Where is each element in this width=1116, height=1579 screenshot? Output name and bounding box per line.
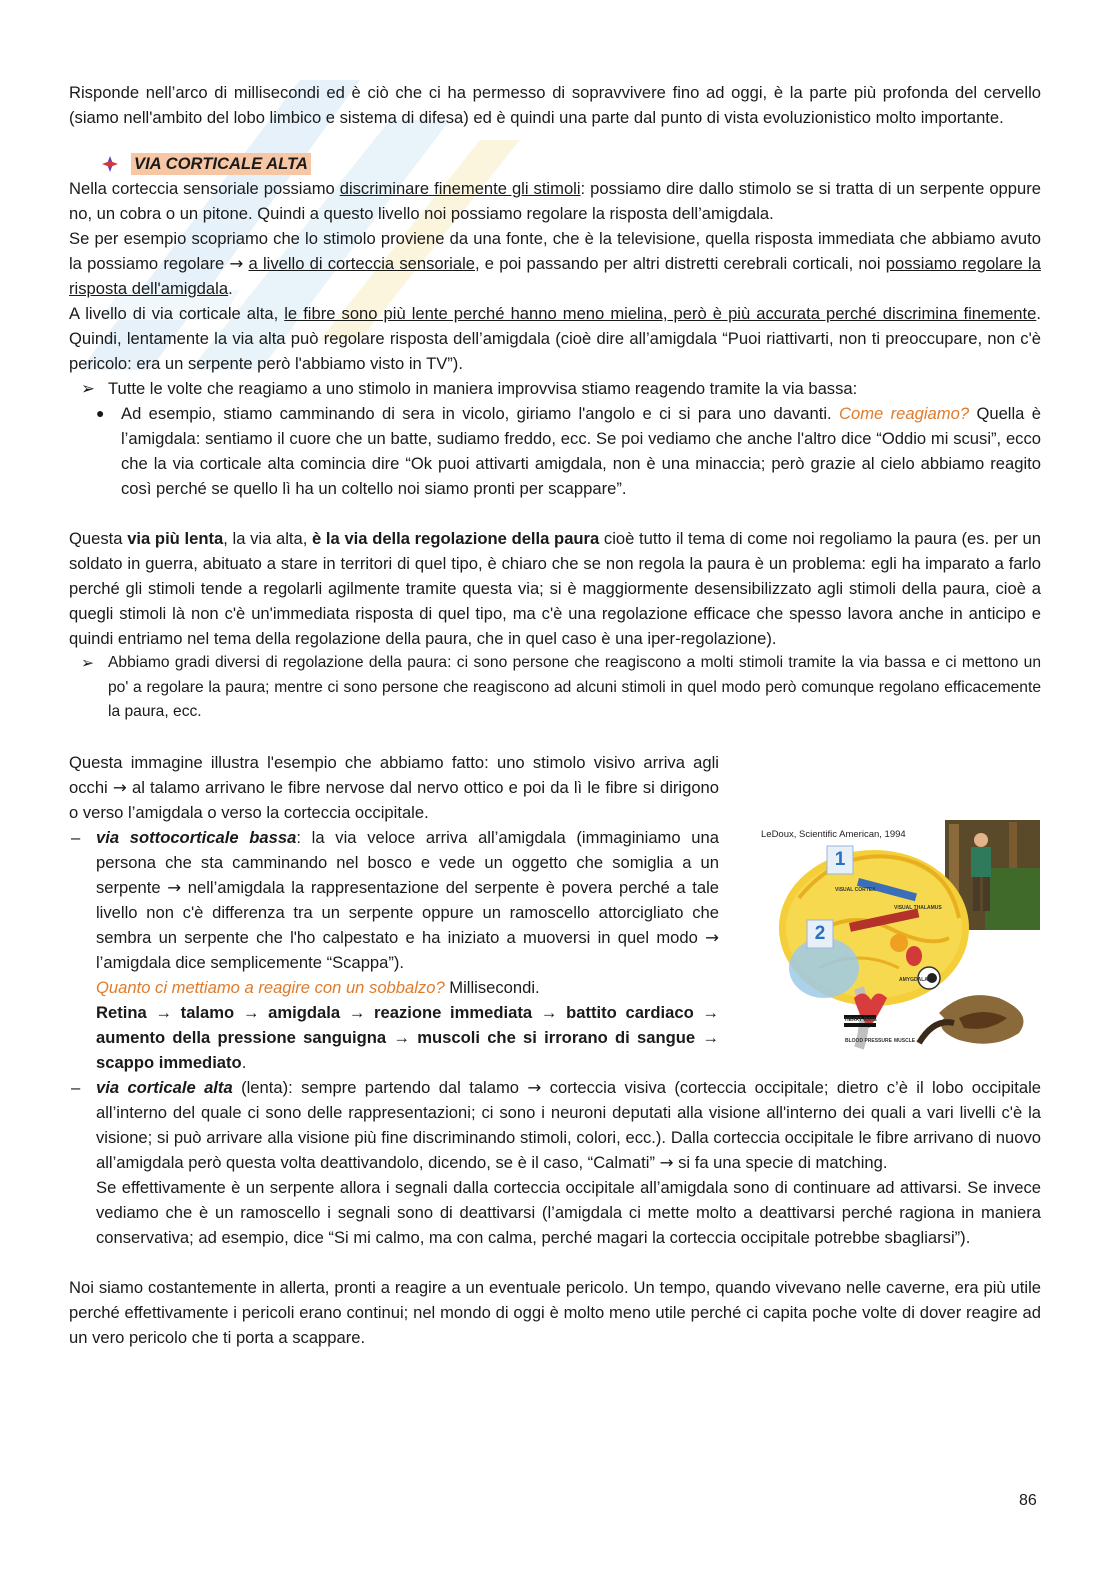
fear-regulation-paragraph: Questa via più lenta, la via alta, è la via della regolazione della paura cioè tutto il tema di come noi regoliamo la paura (es. per un soldato in guerra, abituato a stare in territori di quel tipo, è chiaro che se non regola la paura è un problema: egli ha imparato a farlo perché gli stimoli tende a regolarli agilmente tramite questa via; si è maggiormente desensibilizzato agli stimoli della paura, cioè a quegli stimoli là non c'è un'immediata risposta di quel tipo, ma c'è una regolazione efficace che spesso lavora anche in anticipo e quindi entriamo nel tema della regolazione della paura, che in quel caso è una iper-regolazione). (69, 529, 1041, 648)
page-content (69, 80, 1041, 1350)
person-head (974, 833, 988, 847)
example-intro-paragraph: Questa immagine illustra l'esempio che abbiamo fatto: uno stimolo visivo arriva agli occhi → al talamo arrivano le fibre nervose dal nervo ottico e poi da lì le fibre si dirigono o verso l’amigdala o verso la corteccia occipitale. (69, 752, 720, 822)
label-amygdala: AMYGDALA (899, 977, 928, 983)
intro-paragraph: Risponde nell’arco di millisecondi ed è ciò che ci ha permesso di sopravvivere fino ad oggi, è la parte più profonda del cervello (siamo nell'ambito del lobo limbico e sistema di difesa) ed è quindi una parte dal punto di vista evoluzionistico molto importante. (69, 83, 1041, 127)
high-route-paragraph: Se effettivamente è un serpente allora i segnali dalla corteccia occipitale all’amigdala sono di continuare ad attivarsi. Se invece vediamo che è un ramoscello i segnali sono di deattivarsi (l’amigdala ci mette molto a deattivarsi perché ragiona in maniera conservativa; ad esempio, dice “Si mi calmo, ma con calma, perché magari la corteccia occipitale potrebbe sbagliarsi”). (96, 1177, 1041, 1247)
label-heart-rate: HEART RATE (845, 1017, 877, 1023)
section-heading (101, 151, 1041, 176)
brain-pathways-figure (749, 818, 1042, 1058)
cortex-paragraph: Nella corteccia sensoriale possiamo discriminare finemente gli stimoli: possiamo dire dallo stimolo se si tratta di un serpente oppure no, un cobra o un pitone. Quindi a questo livello noi possiamo regolare la risposta dell’amigdala. (69, 179, 1041, 223)
label-visual-cortex: VISUAL CORTEX (835, 887, 876, 893)
closing-paragraph: Noi siamo costantemente in allerta, pronti a reagire a un eventuale pericolo. Un tempo, quando vivevano nelle caverne, era più utile perché effettivamente i pericoli erano continui; nel mondo di oggi è molto meno utile perché ci capita poche volte di dover reagire ad un vero pericolo che ti porta a scappare. (69, 1277, 1041, 1347)
diamond-bullet-icon (101, 155, 119, 173)
label-1: 1 (834, 849, 846, 870)
list-item-arrow: ➢ Tutte le volte che reagiamo a uno stimolo in maniera improvvisa stiamo reagendo tramite la via bassa: (81, 379, 858, 398)
section-title: VIA CORTICALE ALTA (131, 153, 311, 175)
page-number: 86 (1019, 1492, 1037, 1509)
list-item-arrow: ➢ Abbiamo gradi diversi di regolazione della paura: ci sono persone che reagiscono a molti stimoli tramite la via bassa e ci mettono un po' a regolare la paura; mentre ci sono persone che reagiscono ad alcuni stimoli in quel modo però comunque regolano efficacemente la paura, ecc. (81, 654, 1041, 720)
person-body (971, 847, 991, 877)
regulation-example-paragraph: Se per esempio scopriamo che lo stimolo proviene da una fonte, che è la televisione, quella risposta immediata che abbiamo avuto la possiamo regolare → a livello di corteccia sensoriale, e poi passando per altri distretti cerebrali corticali, noi possiamo regolare la risposta dell'amigdala. (69, 229, 1041, 298)
label-muscle: MUSCLE (894, 1038, 916, 1044)
amygdala (906, 946, 922, 966)
label-2: 2 (814, 923, 826, 944)
fibers-paragraph: A livello di via corticale alta, le fibre sono più lente perché hanno meno mielina, però è più accurata perché discrimina finemente. Quindi, lentamente la via alta può regolare risposta dell’amigdala (cioè dire all’amigdala “Puoi riattivarti, non ti preoccupare, non c'è pericolo: era un serpente però l'abbiamo visto in TV”). (69, 304, 1041, 373)
list-item-dot: ● Ad esempio, stiamo camminando di sera in vicolo, giriamo l'angolo e ci si para uno davanti. Come reagiamo? Quella è l’amigdala: sentiamo il cuore che un batte, sudiamo freddo, ecc. Se poi vediamo che anche l'altro dice “Oddio mi scusi”, ecco che la via corticale alta comincia dire “Ok puoi attivarti amigdala, non è una minaccia; però grazie al cielo abbiamo reagito così perché se quello lì ha un coltello noi siamo pronti per scappare”. (96, 404, 1042, 498)
list-item-low-route: – via sottocorticale bassa: la via veloce arriva all’amigdala (immaginiamo una persona che sta camminando nel bosco e vede un oggetto che somiglia a un serpente → nell’amigdala la rappresentazione del serpente è povera perché a tale livello non c'è differenza tra un serpente oppure un ramoscello attorcigliato che sembra un serpente che l'ho calpestato e ha iniziato a muoversi in quel modo → l’amigdala dice semplicemente “Scappa”). Quanto ci mettiamo a reagire con un sobbalzo? Millisecondi. Retina → talamo → amigdala → reazione immediata → battito cardiaco → aumento della pressione sanguigna → muscoli che si irrorano di sangue → scappo immediato. (71, 827, 720, 1072)
list-item-high-route: – via corticale alta (lenta): sempre partendo dal talamo → corteccia visiva (corteccia occipitale; dietro c’è il lobo occipitale all’interno del quale ci sono delle rappresentazioni; ci sono i neuroni deputati alla visione all'interno dei quali a vari livelli c'è la visione; si può arrivare alla visione più fine discriminando stimoli, colori, ecc.). Dalla corteccia occipitale le fibre arrivano di nuovo all’amigdala però questa volta deattivandolo, dicendo, se è il caso, “Calmati” → si fa una specie di matching. (71, 1077, 1041, 1172)
label-blood-pressure: BLOOD PRESSURE (845, 1038, 892, 1044)
figure-caption: LeDoux, Scientific American, 1994 (761, 829, 906, 840)
label-visual-thalamus: VISUAL THALAMUS (894, 905, 942, 911)
brain-illustration (749, 818, 1042, 1058)
